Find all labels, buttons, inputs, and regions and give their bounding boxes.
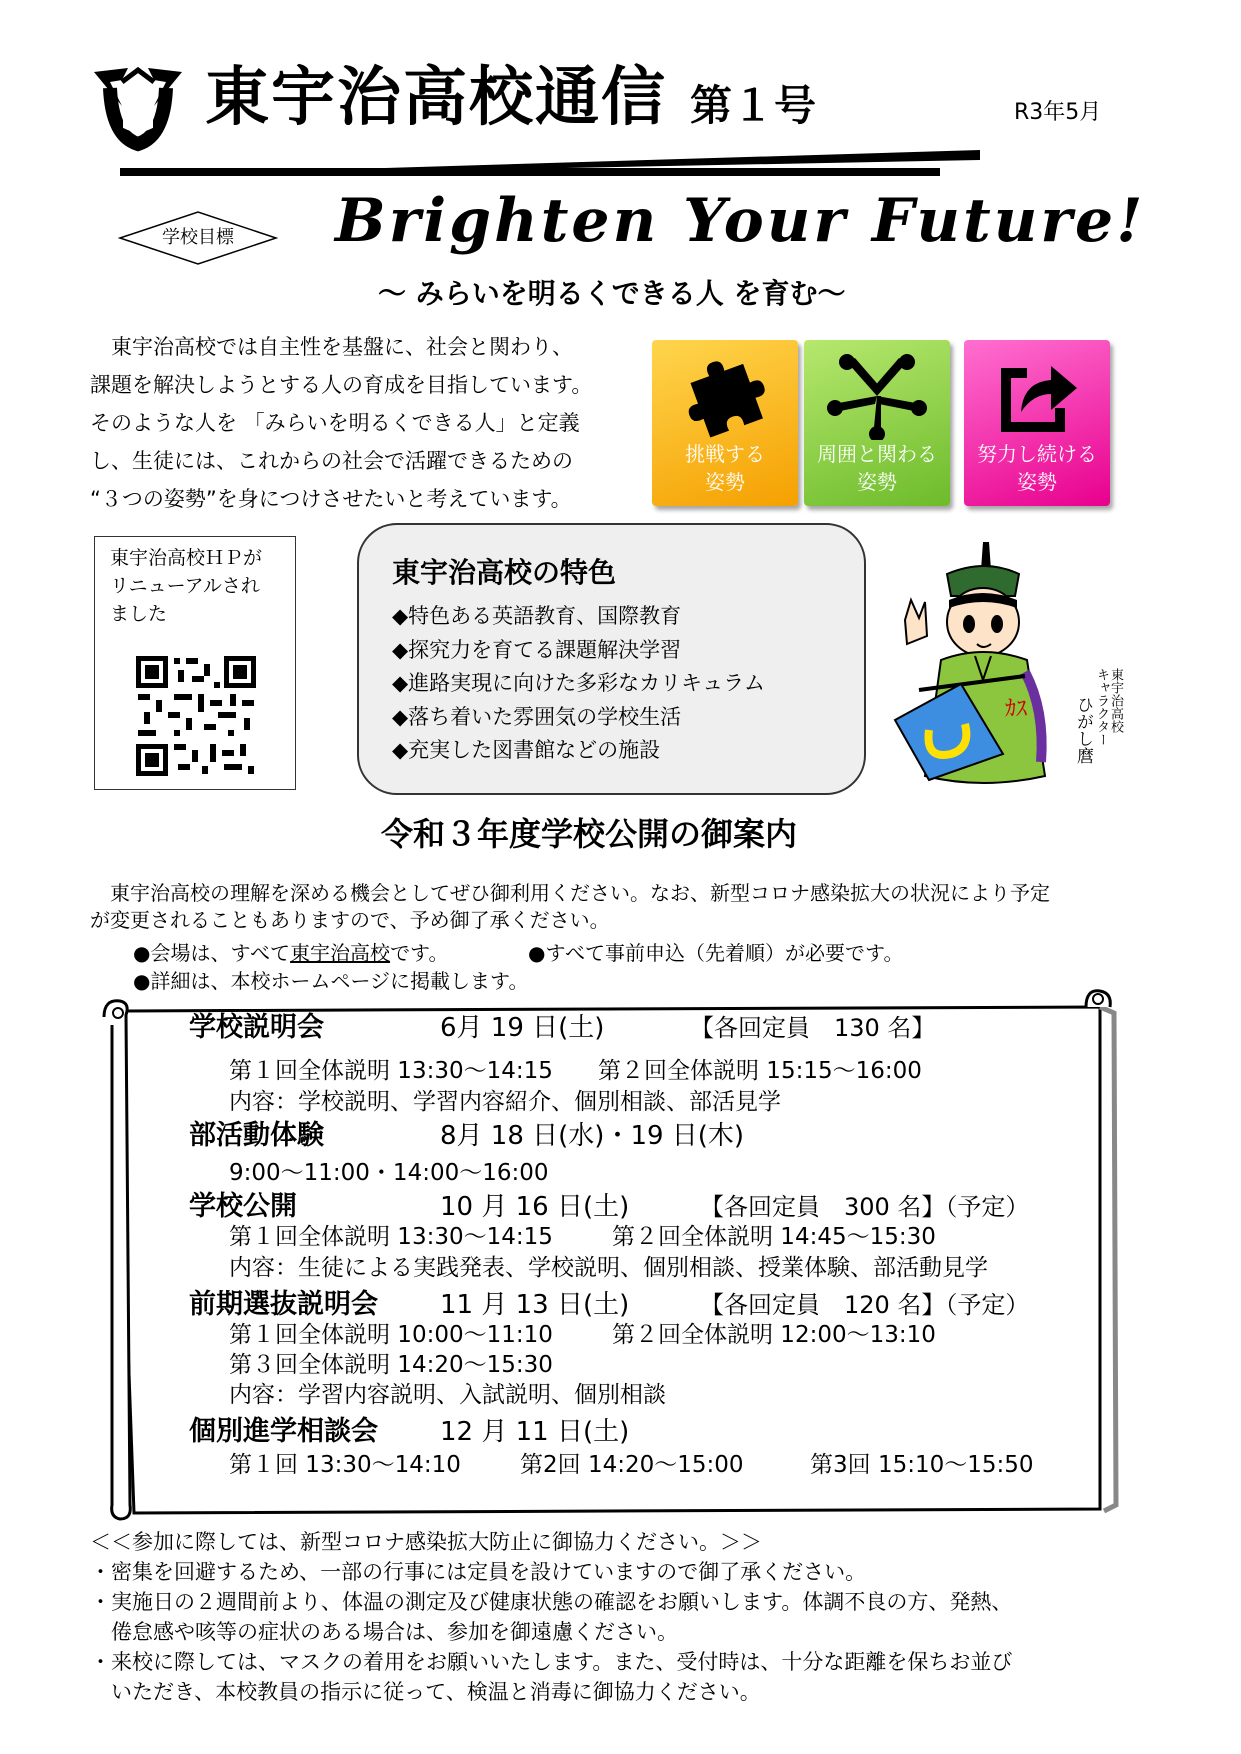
covid-note-line: 倦怠感や咳等の症状のある場合は、参加を御遠慮ください。 [90, 1620, 678, 1644]
puzzle-icon [675, 352, 775, 440]
school-logo-icon [92, 66, 184, 152]
venue-name: 東宇治高校 [290, 941, 391, 965]
hands-icon [827, 352, 927, 440]
attitude-tile-relate [804, 340, 950, 506]
event-date: 12 月 11 日(土) [440, 1417, 630, 1447]
event-capacity: 【各回定員 300 名】（予定） [700, 1193, 1030, 1221]
features-list [392, 600, 765, 768]
covid-note-line: いただき、本校教員の指示に従って、検温と消毒に御協力ください。 [90, 1680, 761, 1704]
intro-line: そのような人を 「みらいを明るくできる人」と定義 [90, 411, 580, 435]
homepage-notice-line: リニューアルされ [110, 575, 260, 597]
feature-item: ◆探究力を育てる課題解決学習 [392, 637, 682, 662]
attitude-label: 姿勢 [857, 470, 897, 494]
venue-note-post: です。 [390, 941, 449, 965]
attitude-label: 挑戦する [685, 442, 765, 466]
event-name: 学校公開 [189, 1191, 297, 1222]
attitude-label: 姿勢 [1017, 470, 1057, 494]
homepage-details-note: ●詳細は、本校ホームページに掲載します。 [133, 969, 529, 993]
covid-note-line: ・来校に際しては、マスクの着用をお願いいたします。また、受付時は、十分な距離を保ちお並び [90, 1650, 1013, 1674]
attitude-label: 周囲と関わる [817, 442, 937, 466]
registration-note: ●すべて事前申込（先着順）が必要です。 [528, 941, 904, 965]
event-date: 6月 19 日(土) [440, 1013, 605, 1043]
covid-notes [90, 1527, 1170, 1707]
intro-line: 東宇治高校では自主性を基盤に、社会と関わり、 [90, 335, 573, 359]
event-session: 第１回全体説明 13:30～14:15 [229, 1058, 553, 1084]
event-session: 第１回全体説明 10:00～11:10 [229, 1322, 553, 1348]
mascot-caption-role: キャラクター [1094, 668, 1109, 746]
event-session: 第３回全体説明 14:20～15:30 [229, 1352, 553, 1378]
event-session: 第１回全体説明 13:30～14:15 [229, 1224, 553, 1250]
event-name: 部活動体験 [189, 1120, 324, 1151]
homepage-notice-line: 東宇治高校ＨＰが [110, 547, 263, 569]
event-session: 第２回全体説明 15:15～16:00 [598, 1058, 922, 1084]
newsletter-title: 東宇治高校通信 [205, 61, 667, 135]
venue-note [133, 939, 448, 967]
event-session: 第2回 14:20～15:00 [520, 1452, 744, 1478]
attitude-label: 姿勢 [705, 470, 745, 494]
svg-text:ｶｽ: ｶｽ [1005, 697, 1028, 722]
feature-item: ◆特色ある英語教育、国際教育 [392, 604, 682, 628]
covid-note-line: ＜＜参加に際しては、新型コロナ感染拡大防止に御協力ください。＞＞ [90, 1530, 762, 1554]
event-session: 第２回全体説明 12:00～13:10 [612, 1322, 936, 1348]
school-slogan: Brighten Your Future! [335, 186, 1146, 256]
event-capacity: 【各回定員 120 名】（予定） [700, 1291, 1030, 1319]
feature-item: ◆充実した図書館などの施設 [392, 738, 661, 762]
attitude-tile-effort [964, 340, 1110, 506]
event-content: 内容：学校説明、学習内容紹介、個別相談、部活見学 [229, 1089, 781, 1115]
feature-item: ◆落ち着いた雰囲気の学校生活 [392, 704, 682, 729]
event-content: 内容：生徒による実践発表、学校説明、個別相談、授業体験、部活動見学 [229, 1255, 988, 1281]
event-name: 学校説明会 [189, 1012, 324, 1043]
goal-label: 学校目標 [162, 227, 234, 248]
feature-item: ◆進路実現に向けた多彩なカリキュラム [392, 671, 765, 695]
event-name: 個別進学相談会 [189, 1416, 378, 1447]
mascot-caption-school: 東宇治高校 [1108, 668, 1123, 733]
attitude-tile-challenge [652, 340, 798, 506]
event-content: 内容：学習内容説明、入試説明、個別相談 [229, 1382, 666, 1408]
share-arrow-icon [987, 352, 1087, 440]
mascot-character-icon [885, 540, 1065, 792]
event-capacity: 【各回定員 130 名】 [690, 1014, 936, 1042]
issue-number: 第１号 [690, 81, 817, 130]
intro-paragraph [90, 328, 630, 518]
homepage-notice-text [110, 544, 290, 628]
event-date: 8月 18 日(水)・19 日(木) [440, 1121, 745, 1151]
issue-date: R3年5月 [1014, 100, 1102, 125]
section-intro-line: が変更されることもありますので、予め御了承ください。 [90, 908, 610, 932]
covid-note-line: ・密集を回避するため、一部の行事には定員を設けていますので御了承ください。 [90, 1560, 867, 1584]
attitude-label: 努力し続ける [977, 442, 1097, 466]
section-intro-line: 東宇治高校の理解を深める機会としてぜひ御利用ください。なお、新型コロナ感染拡大の状況により予定 [90, 881, 1050, 905]
intro-line: し、生徒には、これからの社会で活躍できるための [90, 449, 573, 473]
intro-line: “３つの姿勢”を身につけさせたいと考えています。 [90, 487, 572, 511]
event-session: 第3回 15:10～15:50 [810, 1452, 1034, 1478]
covid-note-line: ・実施日の２週間前より、体温の測定及び健康状態の確認をお願いします。体調不良の方、発熱、 [90, 1590, 1013, 1614]
header-rule [120, 150, 980, 176]
event-name: 前期選抜説明会 [189, 1289, 378, 1320]
section-title: 令和３年度学校公開の御案内 [381, 815, 798, 853]
intro-line: 課題を解決しようとする人の育成を目指しています。 [90, 373, 593, 397]
event-session: 第２回全体説明 14:45～15:30 [612, 1224, 936, 1250]
event-date: 10 月 16 日(土) [440, 1192, 630, 1222]
features-title: 東宇治高校の特色 [392, 556, 617, 589]
qr-code-icon[interactable] [134, 654, 258, 778]
section-intro [90, 880, 1170, 934]
mascot-caption [1073, 668, 1134, 778]
venue-note-pre: ●会場は、すべて [133, 941, 291, 965]
homepage-notice-line: ました [110, 603, 168, 625]
event-session: 第１回 13:30～14:10 [229, 1452, 461, 1478]
school-subslogan: ～ みらいを明るくできる人 を育む～ [378, 277, 846, 310]
event-date: 11 月 13 日(土) [440, 1290, 630, 1320]
mascot-name: ひがし麿 [1073, 696, 1093, 764]
event-time: 9:00～11:00・14:00～16:00 [229, 1160, 549, 1186]
